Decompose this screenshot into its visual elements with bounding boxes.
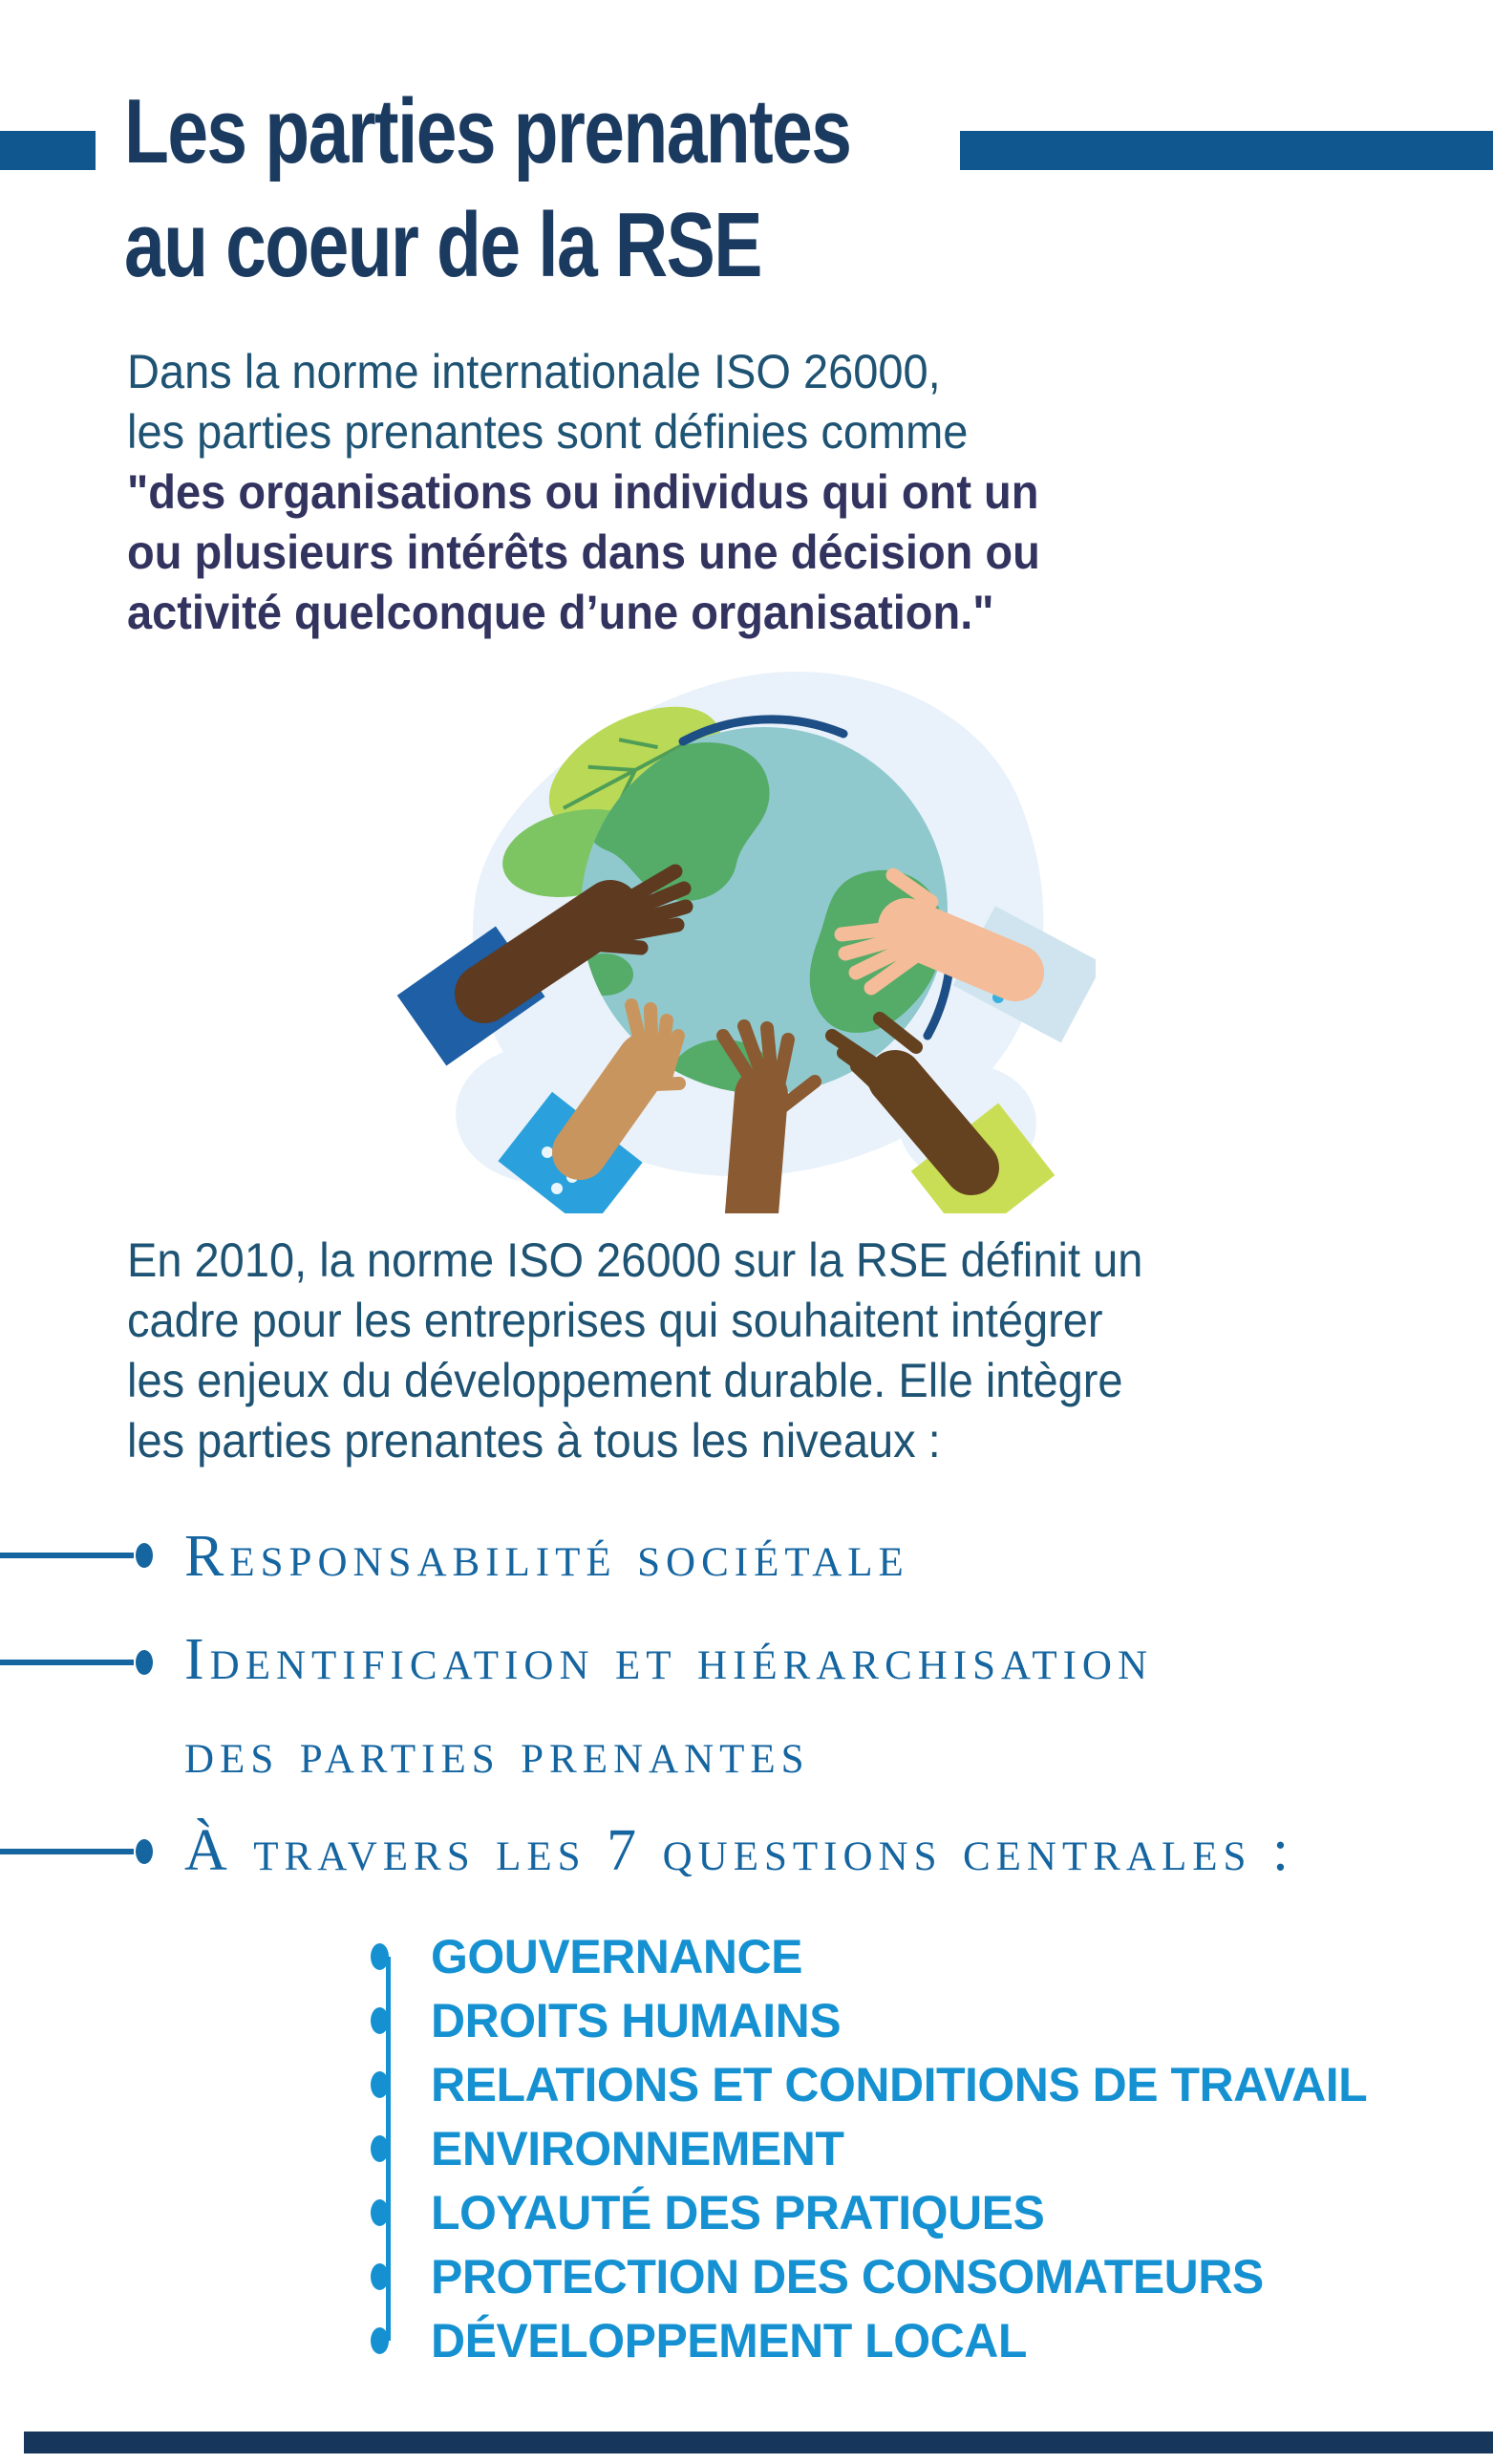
intro-line-1: Dans la norme internationale ISO 26000, xyxy=(127,345,941,398)
bullet-line-3 xyxy=(0,1849,134,1854)
question-label: PROTECTION DES CONSOMATEURS xyxy=(431,2249,1264,2303)
bottom-accent-bar xyxy=(24,2432,1493,2453)
intro-paragraph xyxy=(127,342,1040,643)
question-label: GOUVERNANCE xyxy=(431,1929,802,1983)
intro-quote-line-2: ou plusieurs intérêts dans une décision ou xyxy=(127,525,1040,579)
bullet-dot-icon xyxy=(371,2071,389,2098)
question-label: RELATIONS ET CONDITIONS DE TRAVAIL xyxy=(431,2057,1368,2111)
question-item xyxy=(371,2052,1367,2116)
bullet-dot-icon xyxy=(371,1943,389,1970)
bullet-dot-icon xyxy=(371,2135,389,2162)
question-item xyxy=(371,2244,1367,2308)
bullet-dot-icon xyxy=(371,2007,389,2034)
stakeholder-item-3: À travers les 7 questions centrales : xyxy=(184,1818,1295,1883)
hands-globe-illustration xyxy=(396,657,1096,1213)
bullet-dot-icon xyxy=(371,2199,389,2226)
bullet-dot-icon xyxy=(136,1650,153,1675)
body-paragraph xyxy=(127,1231,1142,1471)
bullet-dot-icon xyxy=(136,1543,153,1568)
bullet-dot-icon xyxy=(136,1839,153,1864)
question-item xyxy=(371,1924,1367,1988)
page-title-line-2: au coeur de la RSE xyxy=(124,194,761,296)
top-right-accent-bar xyxy=(960,131,1493,170)
page-title-line-1: Les parties prenantes xyxy=(124,80,851,182)
question-label: DROITS HUMAINS xyxy=(431,1993,842,2047)
question-label: LOYAUTÉ DES PRATIQUES xyxy=(431,2185,1045,2239)
body-line-3: les enjeux du développement durable. Elle intègre xyxy=(127,1354,1123,1407)
bullet-line-1 xyxy=(0,1553,134,1558)
question-item xyxy=(371,2180,1367,2244)
body-line-2: cadre pour les entreprises qui souhaitent intégrer xyxy=(127,1294,1103,1347)
question-item xyxy=(371,2116,1367,2180)
questions-list xyxy=(371,1924,1367,2372)
question-item xyxy=(371,1988,1367,2052)
stakeholder-item-1: Responsabilité sociétale xyxy=(184,1524,909,1589)
page-title xyxy=(124,75,850,302)
bullet-dot-icon xyxy=(371,2263,389,2290)
question-label: ENVIRONNEMENT xyxy=(431,2121,844,2175)
intro-quote-line-1: "des organisations ou individus qui ont un xyxy=(127,465,1039,519)
stakeholder-item-2-line-2: des parties prenantes xyxy=(184,1721,810,1786)
bullet-dot-icon xyxy=(371,2327,389,2354)
intro-quote-line-3: activité quelconque d’une organisation." xyxy=(127,586,994,639)
body-line-1: En 2010, la norme ISO 26000 sur la RSE définit un xyxy=(127,1233,1143,1287)
stakeholder-item-2-line-1: Identification et hiérarchisation xyxy=(184,1627,1154,1692)
body-line-4: les parties prenantes à tous les niveaux : xyxy=(127,1414,941,1468)
bullet-line-2 xyxy=(0,1660,134,1665)
intro-line-2: les parties prenantes sont définies comme xyxy=(127,405,969,459)
question-label: DÉVELOPPEMENT LOCAL xyxy=(431,2313,1027,2368)
question-item xyxy=(371,2308,1367,2372)
top-left-accent-bar xyxy=(0,131,96,170)
